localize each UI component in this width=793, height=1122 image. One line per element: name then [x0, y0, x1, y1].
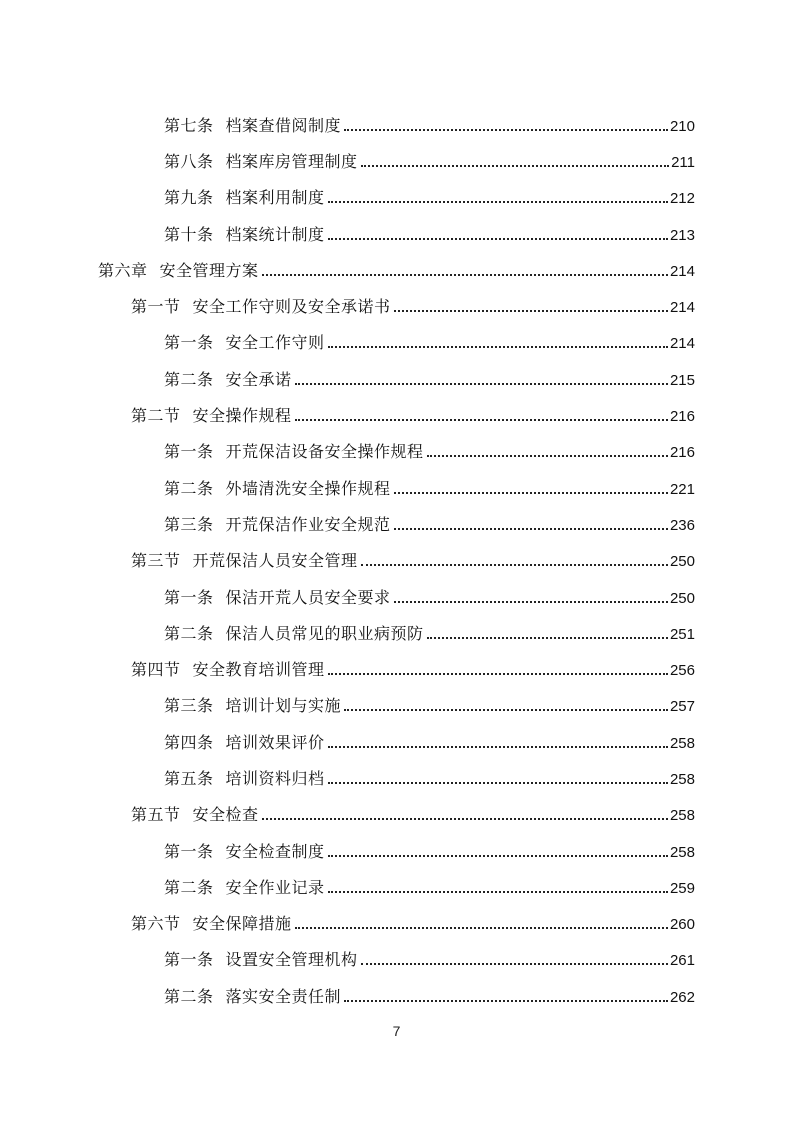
toc-dot-leader	[295, 383, 668, 385]
toc-entry-number: 第十条	[164, 224, 214, 244]
toc-dot-leader	[328, 201, 668, 203]
toc-entry-title: 安全保障措施	[192, 914, 292, 934]
toc-entry-title: 安全作业记录	[225, 877, 325, 897]
toc-entry-title: 档案利用制度	[225, 188, 325, 208]
toc-entry[interactable]	[0, 289, 793, 325]
toc-entry-line	[164, 878, 695, 899]
toc-dot-leader	[262, 274, 668, 276]
toc-entry-number: 第二节	[131, 406, 181, 426]
toc-entry-number: 第一条	[164, 950, 214, 970]
toc-entry-page: 261	[669, 952, 695, 970]
toc-entry-line	[164, 370, 695, 391]
toc-entry-page: 258	[669, 843, 695, 861]
toc-entry-title: 安全检查	[192, 805, 259, 825]
toc-entry-number: 第六章	[98, 260, 148, 280]
toc-dot-leader	[427, 455, 668, 457]
toc-entry[interactable]	[0, 943, 793, 979]
toc-entry-line	[164, 225, 695, 246]
toc-entry-page: 262	[669, 988, 695, 1006]
toc-dot-leader	[328, 238, 668, 240]
toc-entry-page: 250	[669, 589, 695, 607]
toc-dot-leader	[344, 709, 668, 711]
toc-entry-page: 259	[669, 879, 695, 897]
toc-dot-leader	[328, 346, 668, 348]
toc-entry[interactable]	[0, 907, 793, 943]
toc-entry-line	[131, 914, 695, 935]
toc-entry-title: 安全操作规程	[192, 406, 292, 426]
toc-entry-line	[164, 333, 695, 354]
toc-entry-line	[164, 842, 695, 863]
toc-entry-line	[164, 696, 695, 717]
toc-entry-title: 安全管理方案	[159, 260, 259, 280]
toc-entry-page: 258	[669, 734, 695, 752]
toc-entry-number: 第八条	[164, 151, 214, 171]
toc-entry-title: 开荒保洁人员安全管理	[192, 551, 358, 571]
toc-entry-page: 214	[669, 262, 695, 280]
toc-dot-leader	[262, 818, 668, 820]
toc-entry-number: 第二条	[164, 478, 214, 498]
toc-dot-leader	[394, 601, 668, 603]
toc-entry-title: 培训资料归档	[225, 768, 325, 788]
toc-dot-leader	[328, 782, 668, 784]
toc-entry-page: 256	[669, 662, 695, 680]
toc-entry[interactable]	[0, 870, 793, 906]
toc-entry-title: 开荒保洁设备安全操作规程	[225, 442, 424, 462]
toc-entry-number: 第三节	[131, 551, 181, 571]
toc-entry-line	[131, 805, 695, 826]
toc-entry-page: 250	[669, 553, 695, 571]
toc-entry-page: 213	[669, 226, 695, 244]
toc-entry[interactable]	[0, 507, 793, 543]
toc-entry-number: 第二条	[164, 369, 214, 389]
toc-entry-title: 培训效果评价	[225, 732, 325, 752]
toc-entry-number: 第一条	[164, 841, 214, 861]
toc-entry-number: 第三条	[164, 696, 214, 716]
toc-entry-page: 260	[669, 916, 695, 934]
toc-entry-title: 档案库房管理制度	[225, 151, 358, 171]
toc-entry-title: 开荒保洁作业安全规范	[225, 514, 391, 534]
toc-entry[interactable]	[0, 326, 793, 362]
toc-entry-title: 安全承诺	[225, 369, 292, 389]
toc-entry-page: 257	[669, 698, 695, 716]
toc-entry[interactable]	[0, 725, 793, 761]
toc-entry[interactable]	[0, 544, 793, 580]
toc-entry-line	[164, 442, 695, 463]
toc-dot-leader	[344, 1000, 668, 1002]
toc-dot-leader	[394, 528, 668, 530]
table-of-contents	[0, 108, 793, 1015]
toc-entry[interactable]	[0, 689, 793, 725]
toc-entry-line	[164, 950, 695, 971]
toc-entry[interactable]	[0, 362, 793, 398]
toc-entry-page: 216	[669, 408, 695, 426]
toc-entry-title: 安全工作守则及安全承诺书	[192, 297, 391, 317]
toc-entry-page: 210	[669, 117, 695, 135]
toc-dot-leader	[361, 963, 668, 965]
toc-entry-line	[164, 987, 695, 1008]
toc-entry[interactable]	[0, 217, 793, 253]
toc-entry-number: 第四节	[131, 660, 181, 680]
toc-entry-number: 第一节	[131, 297, 181, 317]
toc-entry-title: 安全教育培训管理	[192, 660, 325, 680]
toc-entry[interactable]	[0, 652, 793, 688]
toc-entry[interactable]	[0, 580, 793, 616]
page-number: 7	[392, 1023, 401, 1039]
toc-entry-page: 215	[669, 371, 695, 389]
toc-dot-leader	[328, 855, 668, 857]
toc-entry-line	[164, 624, 695, 645]
toc-entry-page: 214	[669, 299, 695, 317]
toc-dot-leader	[394, 492, 668, 494]
toc-entry-line	[131, 551, 695, 572]
toc-entry-number: 第二条	[164, 877, 214, 897]
toc-entry-page: 212	[669, 190, 695, 208]
toc-entry-line	[164, 733, 695, 754]
toc-entry-title: 设置安全管理机构	[225, 950, 358, 970]
toc-dot-leader	[344, 129, 668, 131]
toc-entry-page: 258	[669, 770, 695, 788]
toc-entry-number: 第一条	[164, 587, 214, 607]
toc-dot-leader	[295, 419, 668, 421]
toc-entry-page: 211	[671, 153, 695, 171]
toc-entry-line	[131, 406, 695, 427]
toc-entry-number: 第一条	[164, 442, 214, 462]
toc-entry-number: 第二条	[164, 986, 214, 1006]
toc-entry-number: 第五条	[164, 768, 214, 788]
toc-entry-line	[164, 515, 695, 536]
toc-entry-title: 培训计划与实施	[225, 696, 342, 716]
toc-entry[interactable]	[0, 108, 793, 144]
toc-entry-line	[131, 297, 695, 318]
toc-dot-leader	[295, 927, 668, 929]
toc-dot-leader	[361, 165, 670, 167]
toc-entry-number: 第七条	[164, 115, 214, 135]
toc-entry-title: 保洁开荒人员安全要求	[225, 587, 391, 607]
toc-entry-page: 216	[669, 444, 695, 462]
toc-entry-page: 236	[669, 516, 695, 534]
toc-entry-line	[164, 116, 695, 137]
toc-dot-leader	[328, 673, 668, 675]
toc-dot-leader	[394, 310, 668, 312]
toc-entry[interactable]	[0, 616, 793, 652]
toc-entry-title: 安全工作守则	[225, 333, 325, 353]
toc-entry[interactable]	[0, 398, 793, 434]
toc-entry-title: 外墙清洗安全操作规程	[225, 478, 391, 498]
toc-entry-page: 221	[669, 480, 695, 498]
toc-entry[interactable]	[0, 435, 793, 471]
toc-entry-title: 档案查借阅制度	[225, 115, 342, 135]
toc-entry[interactable]	[0, 253, 793, 289]
toc-dot-leader	[328, 891, 668, 893]
toc-entry-number: 第四条	[164, 732, 214, 752]
toc-entry-title: 安全检查制度	[225, 841, 325, 861]
toc-entry-line	[164, 769, 695, 790]
toc-entry[interactable]	[0, 834, 793, 870]
toc-entry-page: 251	[669, 625, 695, 643]
toc-entry[interactable]	[0, 181, 793, 217]
toc-entry-line	[164, 588, 695, 609]
toc-entry[interactable]	[0, 471, 793, 507]
toc-dot-leader	[427, 637, 668, 639]
toc-entry-line	[164, 152, 695, 173]
toc-entry[interactable]	[0, 144, 793, 180]
toc-entry-number: 第一条	[164, 333, 214, 353]
toc-entry-page: 214	[669, 335, 695, 353]
toc-entry[interactable]	[0, 798, 793, 834]
toc-entry-line	[98, 261, 695, 282]
toc-entry-number: 第九条	[164, 188, 214, 208]
toc-dot-leader	[328, 746, 668, 748]
toc-entry-title: 档案统计制度	[225, 224, 325, 244]
toc-entry-line	[164, 188, 695, 209]
toc-entry-title: 落实安全责任制	[225, 986, 342, 1006]
toc-dot-leader	[361, 564, 668, 566]
toc-entry-line	[131, 660, 695, 681]
toc-entry-number: 第六节	[131, 914, 181, 934]
toc-entry-number: 第二条	[164, 623, 214, 643]
toc-entry-page: 258	[669, 807, 695, 825]
toc-entry-title: 保洁人员常见的职业病预防	[225, 623, 424, 643]
toc-entry-line	[164, 479, 695, 500]
toc-entry-number: 第三条	[164, 514, 214, 534]
toc-entry[interactable]	[0, 979, 793, 1015]
toc-entry-number: 第五节	[131, 805, 181, 825]
toc-entry[interactable]	[0, 761, 793, 797]
